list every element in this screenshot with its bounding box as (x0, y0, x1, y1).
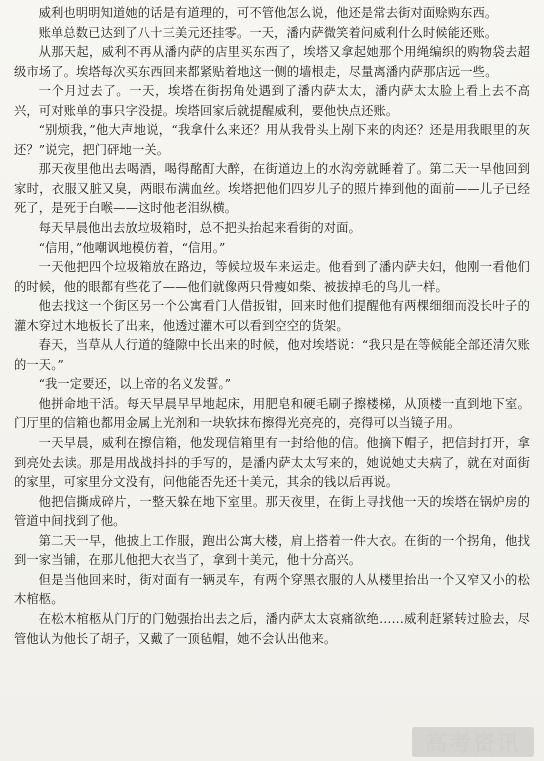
paragraph: 但是当他回来时，街对面有一辆灵车，有两个穿黑衣服的人从楼里抬出一个又窄又小的松木棺柩。 (14, 572, 530, 607)
paragraph: 他把信撕成碎片，一整天躲在地下室里。那天夜里，在街上寻找他一天的埃塔在锅炉房的管道中间找到了他。 (14, 494, 530, 529)
paragraph: 第二天一早，他披上工作服，跑出公寓大楼，肩上搭着一件大衣。在街的一个拐角，他找到一家当铺，在那儿他把大衣当了，拿到十美元，他十分高兴。 (14, 533, 530, 568)
story-text (14, 4, 530, 649)
paragraph: 威利也明明知道她的话是有道理的，可不管他怎么说，他还是常去街对面赊购东西。 (38, 6, 498, 20)
paragraph: 一天他把四个垃圾箱放在路边，等候垃圾车来运走。他看到了潘内萨夫妇，他刚一看他们的时候，他的眼都有些花了——他们就像两只骨瘦如柴、被拔掉毛的鸟儿一样。 (14, 260, 530, 294)
paragraph: 那天夜里他出去喝酒，喝得酩酊大醉，在街道边上的水沟旁就睡着了。第二天一早他回到家时，衣服又脏又臭，两眼布满血丝。埃塔把他们四岁儿子的照片捧到他的面前——儿子已经死了，是死于白喉——这时他老泪纵横。 (14, 162, 530, 216)
paragraph: 春天，当草从人行道的缝隙中长出来的时候，他对埃塔说：“我只是在等候能全部还清欠账的一天。” (14, 338, 530, 372)
paragraph: “我一定要还，以上帝的名义发誓。” (38, 377, 232, 392)
paragraph: 一个月过去了。一天，埃塔在街拐角处遇到了潘内萨太太，潘内萨太太脸上看上去不高兴，可对账单的事只字没提。埃塔回家后就提醒威利，要他快点还账。 (14, 84, 530, 118)
paragraph: “信用，”他嘲讽地模仿着，“信用。” (38, 240, 226, 255)
paragraph: 一天早晨，威利在擦信箱，他发现信箱里有一封给他的信。他摘下帽子，把信封打开，拿到亮处去读。那是用战战抖抖的手写的，是潘内萨太太写来的，她说她丈夫病了，就在对面街的家里，可家里分文没有，问他能否先还十美元，其余的钱以后再说。 (14, 436, 530, 490)
paragraph: 从那天起，威利不再从潘内萨的店里买东西了，埃塔又拿起她那个用绳编织的购物袋去超级市场了。埃塔每次买东西回来都紧贴着地这一侧的墙根走，尽量离潘内萨那店远一些。 (14, 45, 530, 79)
paragraph: 账单总数已达到了八十三美元还挂零。一天，潘内萨微笑着问威利什么时候能还账。 (38, 25, 498, 40)
paragraph: 他拼命地干活。每天早晨早早地起床，用肥皂和硬毛刷子擦楼梯，从顶楼一直到地下室。门厅里的信箱也都用金属上光剂和一块软抹布擦得光亮亮的，亮得可以当镜子用。 (14, 396, 530, 431)
paragraph: 在松木棺柩从门厅的门勉强抬出去之后，潘内萨太太哀痛欲绝……威利赶紧转过脸去，尽管他认为他长了胡子，又戴了一顶毡帽，她不会认出他来。 (14, 611, 530, 646)
paragraph: 每天早晨他出去放垃圾箱时，总不把头抬起来看街的对面。 (38, 221, 361, 236)
paragraph: 他去找这一个街区另一个公寓看门人借扳钳，回来时他们提醒他有两棵细细而没长叶子的灌木穿过木地板长了出来，他透过灌木可以看到空空的货架。 (14, 299, 530, 333)
paragraph: “别烦我，”他大声地说，“我拿什么来还？用从我骨头上剐下来的肉还？还是用我眼里的灰还？”说完，把门砰地一关。 (14, 123, 530, 157)
site-watermark-logo: 高考资讯 (412, 727, 534, 757)
